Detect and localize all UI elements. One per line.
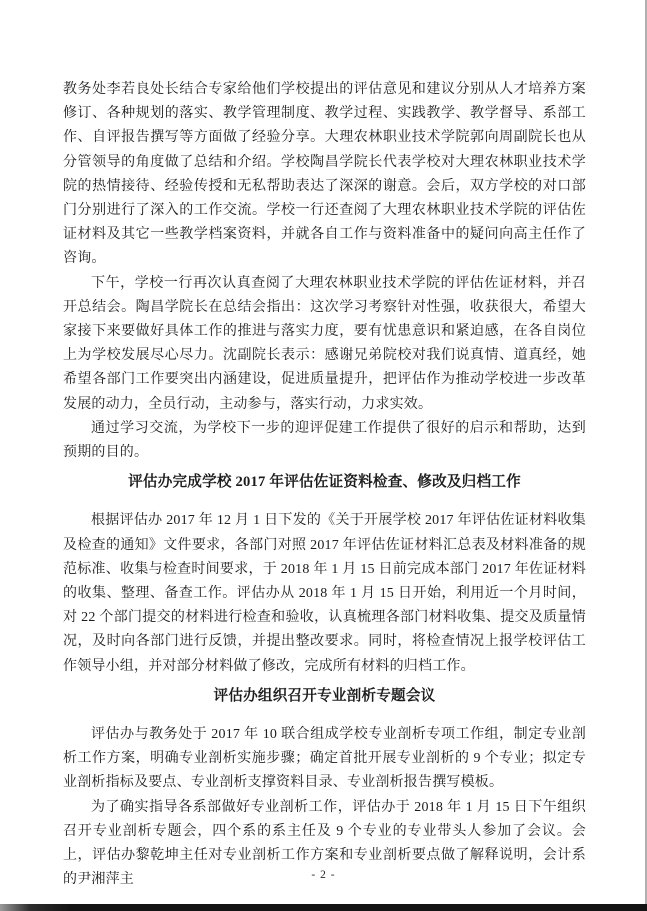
body-paragraph: 通过学习交流，为学校下一步的迎评促建工作提供了很好的启示和帮助，达到预期的目的。 [63,420,586,461]
body-paragraph: 教务处李若良处长结合专家给他们学校提出的评估意见和建议分别从人才培养方案修订、各种规划的落实、教学管理制度、教学过程、实践教学、教学督导、系部工作、自评报告撰写等方面做了经验分享。大理农林职业技术学院郭向周副院长也从分管领导的角度做了总结和介绍。学校陶昌学院长代表学校对大理农林职业技术学院的热情接待、经验传授和无私帮助表达了深深的谢意。会后，双方学校的对口部门分别进行了深入的工作交流。学校一行还查阅了大理农林职业技术学院的评估佐证材料及其它一些教学档案资料，并就各自工作与资料准备中的疑问向高主任作了咨询。 [63,82,586,267]
body-paragraph: 为了确实指导各系部做好专业剖析工作，评估办于 2018 年 1 月 15 日下午组织召开专业剖析专题会，四个系的系主任及 9 个专业的专业带头人参加了会议。会上，评估办黎乾坤主任对专业剖析工作方案和专业剖析要点做了解释说明，会计系的尹湘萍主 [63,799,586,888]
scan-bottom-bar [0,904,647,911]
body-paragraph: 评估办与教务处于 2017 年 10 联合组成学校专业剖析专项工作组，制定专业剖析工作方案，明确专业剖析实施步骤；确定首批开展专业剖析的 9 个专业；拟定专业剖析指标及要点、专业剖析支撑资料目录、专业剖析报告撰写模板。 [63,727,586,791]
body-paragraph: 下午，学校一行再次认真查阅了大理农林职业技术学院的评估佐证材料，并召开总结会。陶昌学院长在总结会指出：这次学习考察针对性强，收获很大，希望大家接下来要做好具体工作的推进与落实力度，要有忧患意识和紧迫感，在各自岗位上为学校发展尽心尽力。沈副院长表示：感谢兄弟院校对我们说真情、道真经，她希望各部门工作要突出内涵建设，促进质量提升，把评估作为推动学校进一步改革发展的动力，全员行动，主动参与，落实行动，力求实效。 [63,275,586,412]
section-heading: 评估办完成学校 2017 年评估佐证资料检查、修改及归档工作 [128,474,521,491]
section-heading: 评估办组织召开专业剖析专题会议 [213,687,436,704]
document-body [63,78,586,893]
page-number: - 2 - [311,869,336,881]
body-paragraph: 根据评估办 2017 年 12 月 1 日下发的《关于开展学校 2017 年评估佐证材料收集及检查的通知》文件要求，各部门对照 2017 年评估佐证材料汇总表及材料准备的规范标准、收集与检查时间要求，于 2018 年 1 月 15 日前完成本部门 2017 年佐证材料的收集、整理、备查工作。评估办从 2018 年 1 月 15 日开始，利用近一个月时间，对 22 个部门提交的材料进行检查和验收，认真梳理各部门材料收集、提交及质量情况，及时向各部门进行反馈，并提出整改要求。同时，将检查情况上报学校评估工作领导小组，并对部分材料做了修改，完成所有材料的归档工作。 [63,513,586,674]
